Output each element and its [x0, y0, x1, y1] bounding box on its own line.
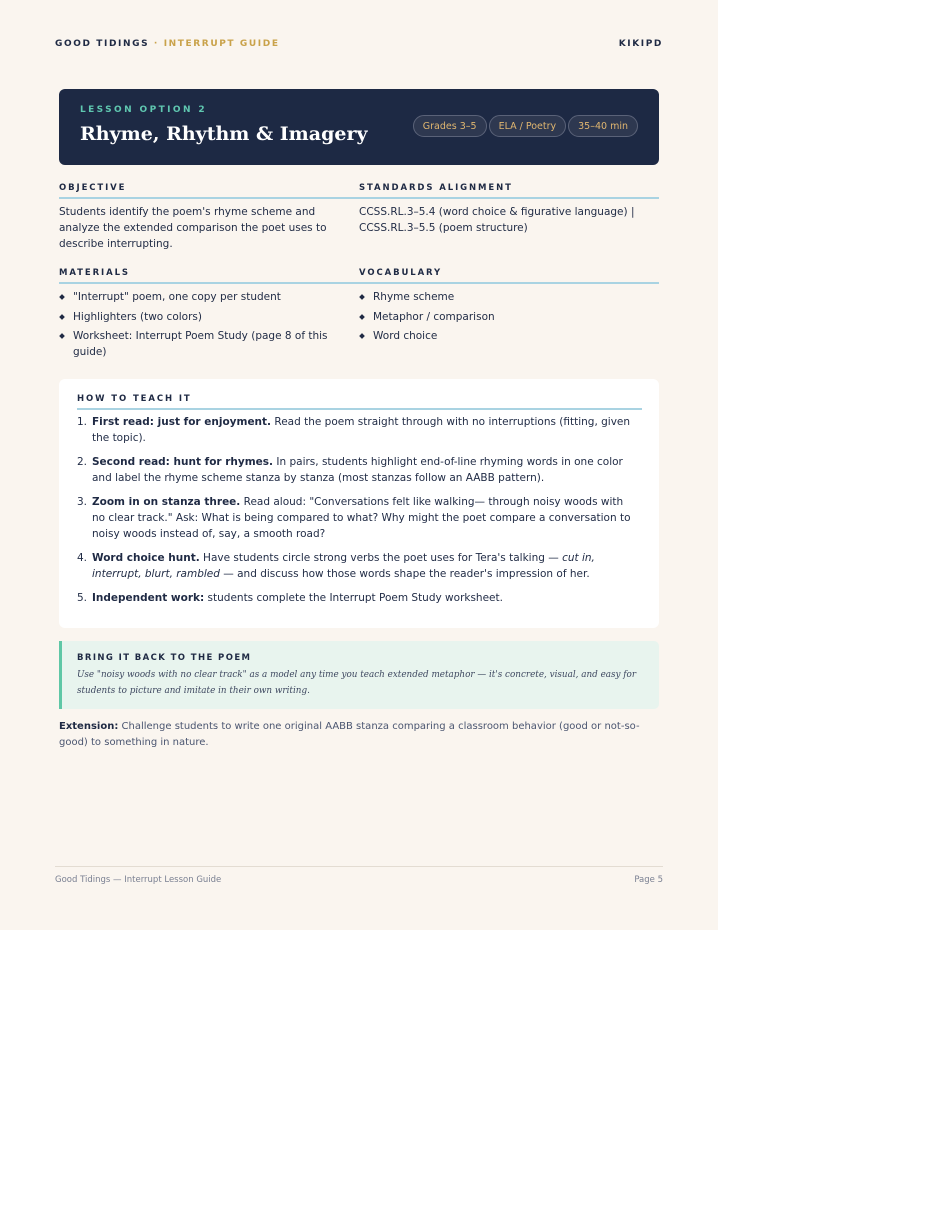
standards-heading: STANDARDS ALIGNMENT: [359, 183, 513, 193]
step-text-end: — and discuss how those words shape the reader's impression of her.: [219, 567, 590, 580]
extension-label: Extension:: [59, 721, 119, 732]
step-item: [77, 495, 633, 542]
vocabulary-heading: VOCABULARY: [359, 268, 443, 278]
step-item: [77, 551, 633, 583]
list-item: Highlighters (two colors): [59, 309, 344, 325]
step-text: Read the poem straight through with no interruptions (fitting, given the topic).: [92, 416, 631, 444]
diamond-bullet-icon: [359, 314, 365, 320]
footer-title: Good Tidings — Interrupt Lesson Guide: [55, 875, 222, 885]
diamond-bullet-icon: [59, 294, 65, 300]
step-text: Read aloud: "Conversations felt like walking— through noisy woods with no clear track." Ask: What is being compared to what? Why might the poet compare a conversation to noisy woods instead of, say, a smooth road?: [92, 495, 631, 540]
step-text: Have students circle strong verbs the poet uses for Tera's talking —: [199, 551, 563, 564]
diamond-bullet-icon: [359, 333, 365, 339]
lesson-option-label: LESSON OPTION 2: [80, 105, 208, 115]
standards-text: CCSS.RL.3–5.4 (word choice & figurative language) | CCSS.RL.3–5.5 (poem structure): [359, 206, 635, 234]
how-to-heading: HOW TO TEACH IT: [77, 394, 192, 404]
objective-heading: OBJECTIVE: [59, 183, 127, 193]
step-lead: Zoom in on stanza three.: [92, 495, 241, 508]
guide-name: INTERRUPT GUIDE: [163, 39, 280, 49]
subject-tag: ELA / Poetry: [489, 115, 567, 137]
step-text: students complete the Interrupt Poem Study worksheet.: [204, 591, 503, 604]
teaching-steps: [77, 415, 633, 615]
poem-callout: [59, 641, 659, 709]
step-text: In pairs, students highlight end-of-line rhyming words in one color and label the rhyme scheme stanza by stanza (most stanzas follow an AABB pattern).: [92, 455, 623, 484]
vocabulary-list: [359, 289, 644, 348]
extension-text: Challenge students to write one original AABB stanza comparing a classroom behavior (good or not-so-good) to something in nature.: [59, 721, 640, 748]
step-lead: First read: just for enjoyment.: [92, 416, 272, 428]
step-number: 2.: [77, 455, 88, 468]
step-item: [77, 591, 633, 607]
materials-list: [59, 289, 344, 364]
header-separator: ·: [149, 39, 164, 49]
callout-heading: BRING IT BACK TO THE POEM: [77, 653, 252, 663]
step-item: [77, 415, 633, 447]
objective-rule: [59, 197, 359, 199]
step-item: [77, 455, 633, 487]
diamond-bullet-icon: [359, 294, 365, 300]
materials-heading: MATERIALS: [59, 268, 130, 278]
brand-name: GOOD TIDINGS: [55, 39, 150, 49]
step-number: 4.: [77, 551, 88, 564]
header-right-label: KIKIPD: [618, 39, 663, 49]
objective-text: Students identify the poem's rhyme scheme and analyze the extended comparison the poet uses to describe interrupting.: [59, 206, 327, 250]
diamond-bullet-icon: [59, 314, 65, 320]
how-to-rule: [77, 408, 642, 410]
how-to-teach-card: [59, 379, 659, 628]
lesson-banner: [59, 89, 659, 165]
extension-note: [59, 719, 663, 750]
step-lead: Second read: hunt for rhymes.: [92, 455, 274, 468]
running-header: [55, 39, 663, 51]
step-lead: Independent work:: [92, 591, 205, 604]
duration-tag: 35–40 min: [568, 115, 638, 137]
materials-rule: [59, 282, 359, 284]
grades-tag: Grades 3–5: [413, 115, 487, 137]
step-lead: Word choice hunt.: [92, 551, 200, 564]
callout-text: Use "noisy woods with no clear track" as a model any time you teach extended metaphor — it's concrete, visual, and easy for students to picture and imitate in their own writing.: [77, 670, 637, 696]
list-item: Rhyme scheme: [359, 289, 644, 305]
list-item: "Interrupt" poem, one copy per student: [59, 289, 344, 305]
lesson-tags: [413, 115, 638, 137]
list-item: Word choice: [359, 328, 644, 344]
step-number: 5.: [77, 591, 88, 604]
list-item: Metaphor / comparison: [359, 309, 644, 325]
footer-divider: [55, 866, 663, 867]
step-number: 3.: [77, 495, 88, 508]
lesson-title: Rhyme, Rhythm & Imagery: [80, 123, 368, 145]
step-number: 1.: [77, 416, 88, 428]
vocabulary-rule: [359, 282, 659, 284]
standards-rule: [359, 197, 659, 199]
page-number: Page 5: [634, 875, 663, 885]
verb-examples: cut in, interrupt, blurt, rambled: [92, 551, 595, 580]
diamond-bullet-icon: [59, 333, 65, 339]
list-item: Worksheet: Interrupt Poem Study (page 8 of this guide): [59, 328, 344, 360]
